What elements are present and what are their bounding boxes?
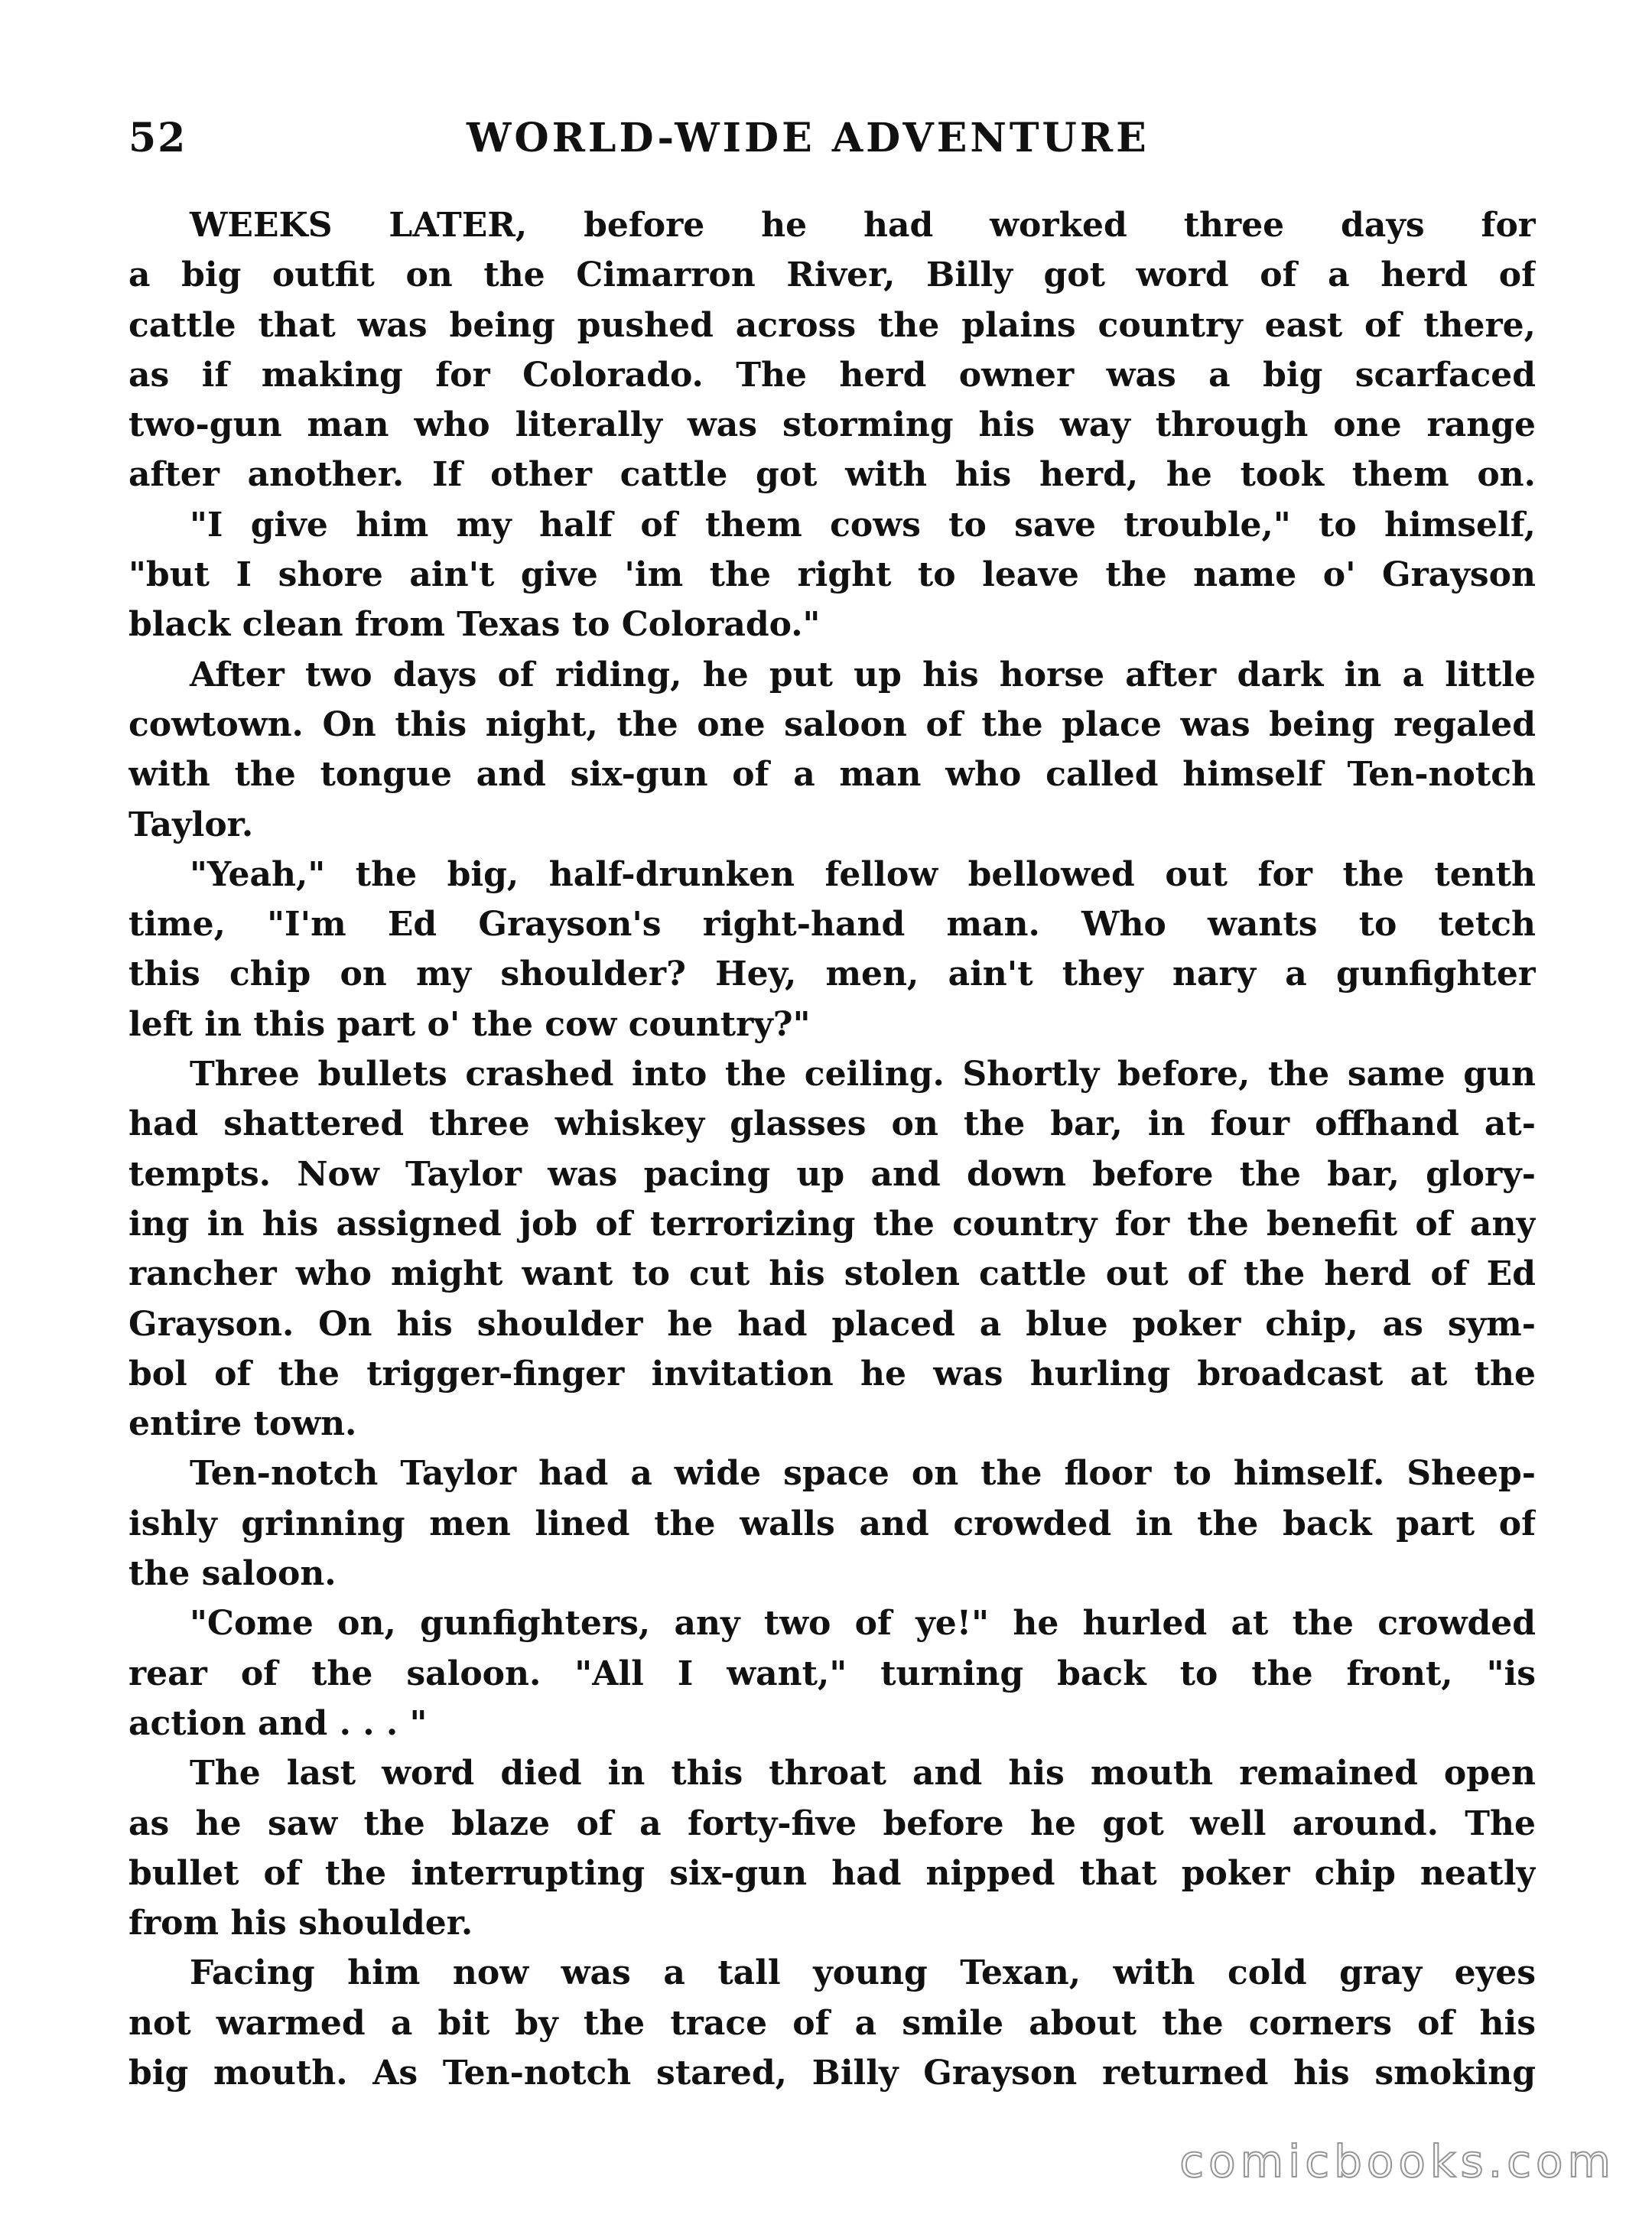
text-line: as he saw the blaze of a forty-five before he got well around. The [128, 1803, 1536, 1843]
text-line: ing in his assigned job of terrorizing the country for the benefit of any [128, 1204, 1536, 1244]
text-line: two-gun man who literally was storming his way through one range [128, 405, 1536, 445]
text-line: The last word died in this throat and his mouth remained open [190, 1754, 1536, 1794]
text-line: bol of the trigger-finger invitation he was hurling broadcast at the [128, 1354, 1536, 1394]
text-line: Taylor. [128, 805, 254, 844]
watermark-logo: comicbooks.com [1179, 2135, 1615, 2187]
text-line: rear of the saloon. "All I want," turning back to the front, "is [128, 1654, 1536, 1693]
text-line: tempts. Now Taylor was pacing up and down before the bar, glory- [128, 1154, 1536, 1194]
text-line: ishly grinning men lined the walls and crowded in the back part of [128, 1504, 1536, 1543]
book-title: WORLD-WIDE ADVENTURE [467, 115, 1150, 161]
text-line: Three bullets crashed into the ceiling. Shortly before, the same gun [190, 1055, 1536, 1094]
body-text [128, 200, 1536, 2098]
text-line: after another. If other cattle got with his herd, he took them on. [128, 455, 1536, 495]
text-line: a big outfit on the Cimarron River, Billy got word of a herd of [128, 255, 1536, 295]
text-line: Ten-notch Taylor had a wide space on the floor to himself. Sheep- [190, 1454, 1536, 1494]
text-line: big mouth. As Ten-notch stared, Billy Grayson returned his smoking [128, 2053, 1536, 2093]
text-line: the saloon. [128, 1554, 337, 1594]
text-line: "I give him my half of them cows to save trouble," to himself, [190, 505, 1536, 545]
text-line: bullet of the interrupting six-gun had nipped that poker chip neatly [128, 1853, 1536, 1893]
text-line: with the tongue and six-gun of a man who called himself Ten-notch [128, 755, 1536, 795]
text-line: as if making for Colorado. The herd owner was a big scarfaced [128, 355, 1536, 395]
text-line: rancher who might want to cut his stolen cattle out of the herd of Ed [128, 1254, 1536, 1294]
text-line: black clean from Texas to Colorado." [128, 605, 821, 645]
text-line: cowtown. On this night, the one saloon of the place was being regaled [128, 704, 1536, 744]
page-number: 52 [128, 115, 187, 161]
text-line: had shattered three whiskey glasses on the bar, in four offhand at- [128, 1104, 1536, 1144]
text-line: this chip on my shoulder? Hey, men, ain't they nary a gunfighter [128, 955, 1536, 994]
text-line: from his shoulder. [128, 1904, 473, 1943]
text-line: left in this part o' the cow country?" [128, 1004, 811, 1044]
text-line: "Come on, gunfighters, any two of ye!" he hurled at the crowded [190, 1604, 1536, 1644]
text-line: After two days of riding, he put up his horse after dark in a little [190, 655, 1536, 694]
text-line: WEEKS LATER, before he had worked three days for [190, 206, 1536, 245]
text-line: entire town. [128, 1404, 357, 1444]
text-line: Facing him now was a tall young Texan, with cold gray eyes [190, 1953, 1536, 1993]
text-line: Grayson. On his shoulder he had placed a blue poker chip, as sym- [128, 1304, 1536, 1344]
text-line: "but I shore ain't give 'im the right to leave the name o' Grayson [128, 555, 1536, 595]
text-line: action and . . . " [128, 1703, 428, 1743]
text-line: not warmed a bit by the trace of a smile about the corners of his [128, 2003, 1536, 2043]
running-head [128, 115, 1543, 184]
text-line: time, "I'm Ed Grayson's right-hand man. Who wants to tetch [128, 905, 1536, 945]
text-line: cattle that was being pushed across the plains country east of there, [128, 305, 1536, 345]
text-line: "Yeah," the big, half-drunken fellow bellowed out for the tenth [190, 854, 1536, 894]
